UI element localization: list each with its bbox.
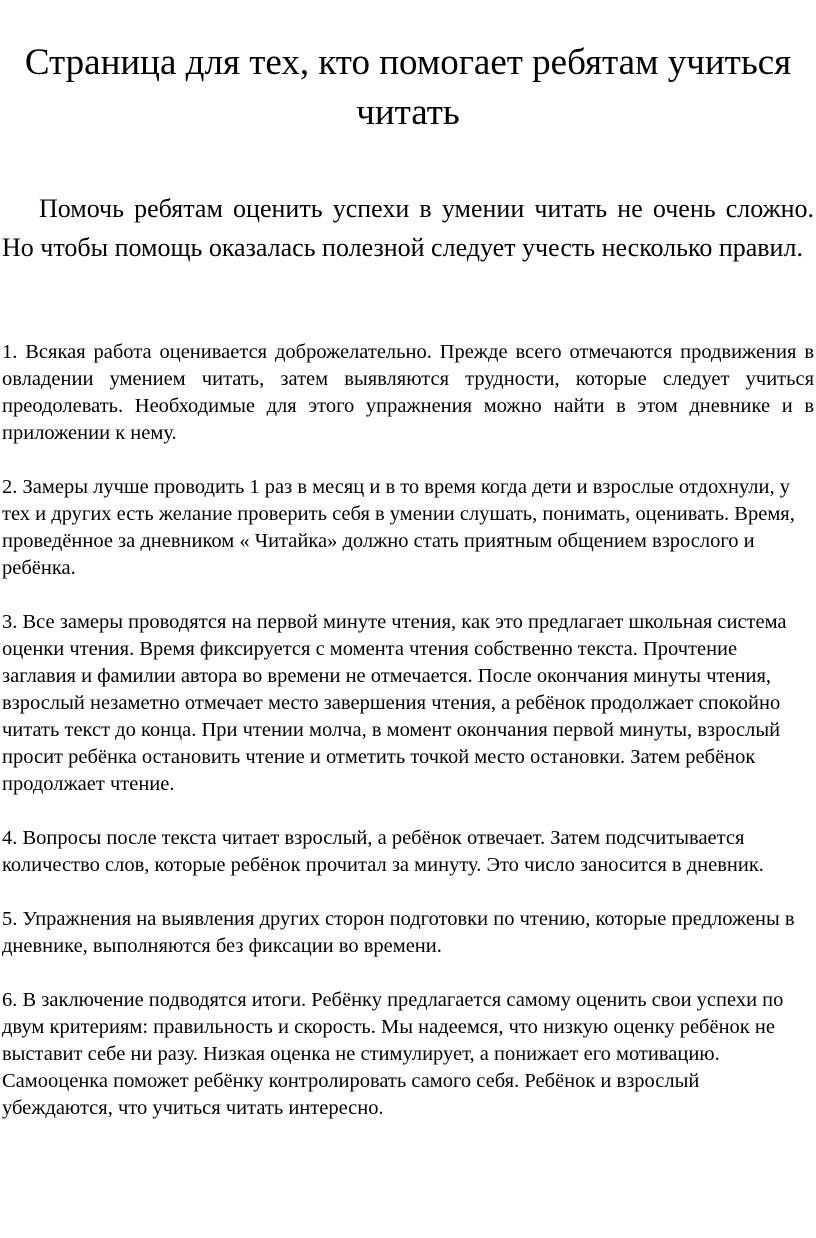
page-title: Страница для тех, кто помогает ребятам учиться читать <box>24 42 792 133</box>
rule-item-4: 4. Вопросы после текста читает взрослый, а ребёнок отвечает. Затем подсчитывается количество слов, которые ребёнок прочитал за минуту. Это число заносится в дневник. <box>2 827 764 876</box>
rule-item-6: 6. В заключение подводятся итоги. Ребёнку предлагается самому оценить свои успехи по двум критериям: правильность и скорость. Мы надеемся, что низкую оценку ребёнок не выставит себе ни разу. Низкая оценка не стимулирует, а понижает его мотивацию. Самооценка поможет ребёнку контролировать самого себя. Ребёнок и взрослый убеждаются, что учиться читать интересно. <box>2 989 784 1119</box>
rule-item-2: 2. Замеры лучше проводить 1 раз в месяц и в то время когда дети и взрослые отдохнули, у тех и других есть желание проверить себя в умении слушать, понимать, оценивать. Время, проведённое за дневником « Читайка» должно стать приятным общением взрослого и ребёнка. <box>2 476 795 579</box>
rules-list <box>2 339 814 1149</box>
rule-item-3: 3. Все замеры проводятся на первой минуте чтения, как это предлагает школьная система оценки чтения. Время фиксируется с момента чтения собственно текста. Прочтение заглавия и фамилии автора во времени не отмечается. После окончания минуты чтения, взрослый незаметно отмечает место завершения чтения, а ребёнок продолжает спокойно читать текст до конца. При чтении молча, в момент окончания первой минуты, взрослый просит ребёнка остановить чтение и отметить точкой место остановки. Затем ребёнок продолжает чтение. <box>2 611 787 795</box>
rule-item-5: 5. Упражнения на выявления других сторон подготовки по чтению, которые предложены в дневнике, выполняются без фиксации во времени. <box>2 908 795 957</box>
intro-paragraph: Помочь ребятам оценить успехи в умении читать не очень сложно. Но чтобы помощь оказалась полезной следует учесть несколько правил. <box>2 194 814 262</box>
rule-item-1: 1. Всякая работа оценивается доброжелательно. Прежде всего отмечаются продвижения в овладении умением читать, затем выявляются трудности, которые следует учиться преодолевать. Необходимые для этого упражнения можно найти в этом дневнике и в приложении к нему. <box>2 341 814 444</box>
